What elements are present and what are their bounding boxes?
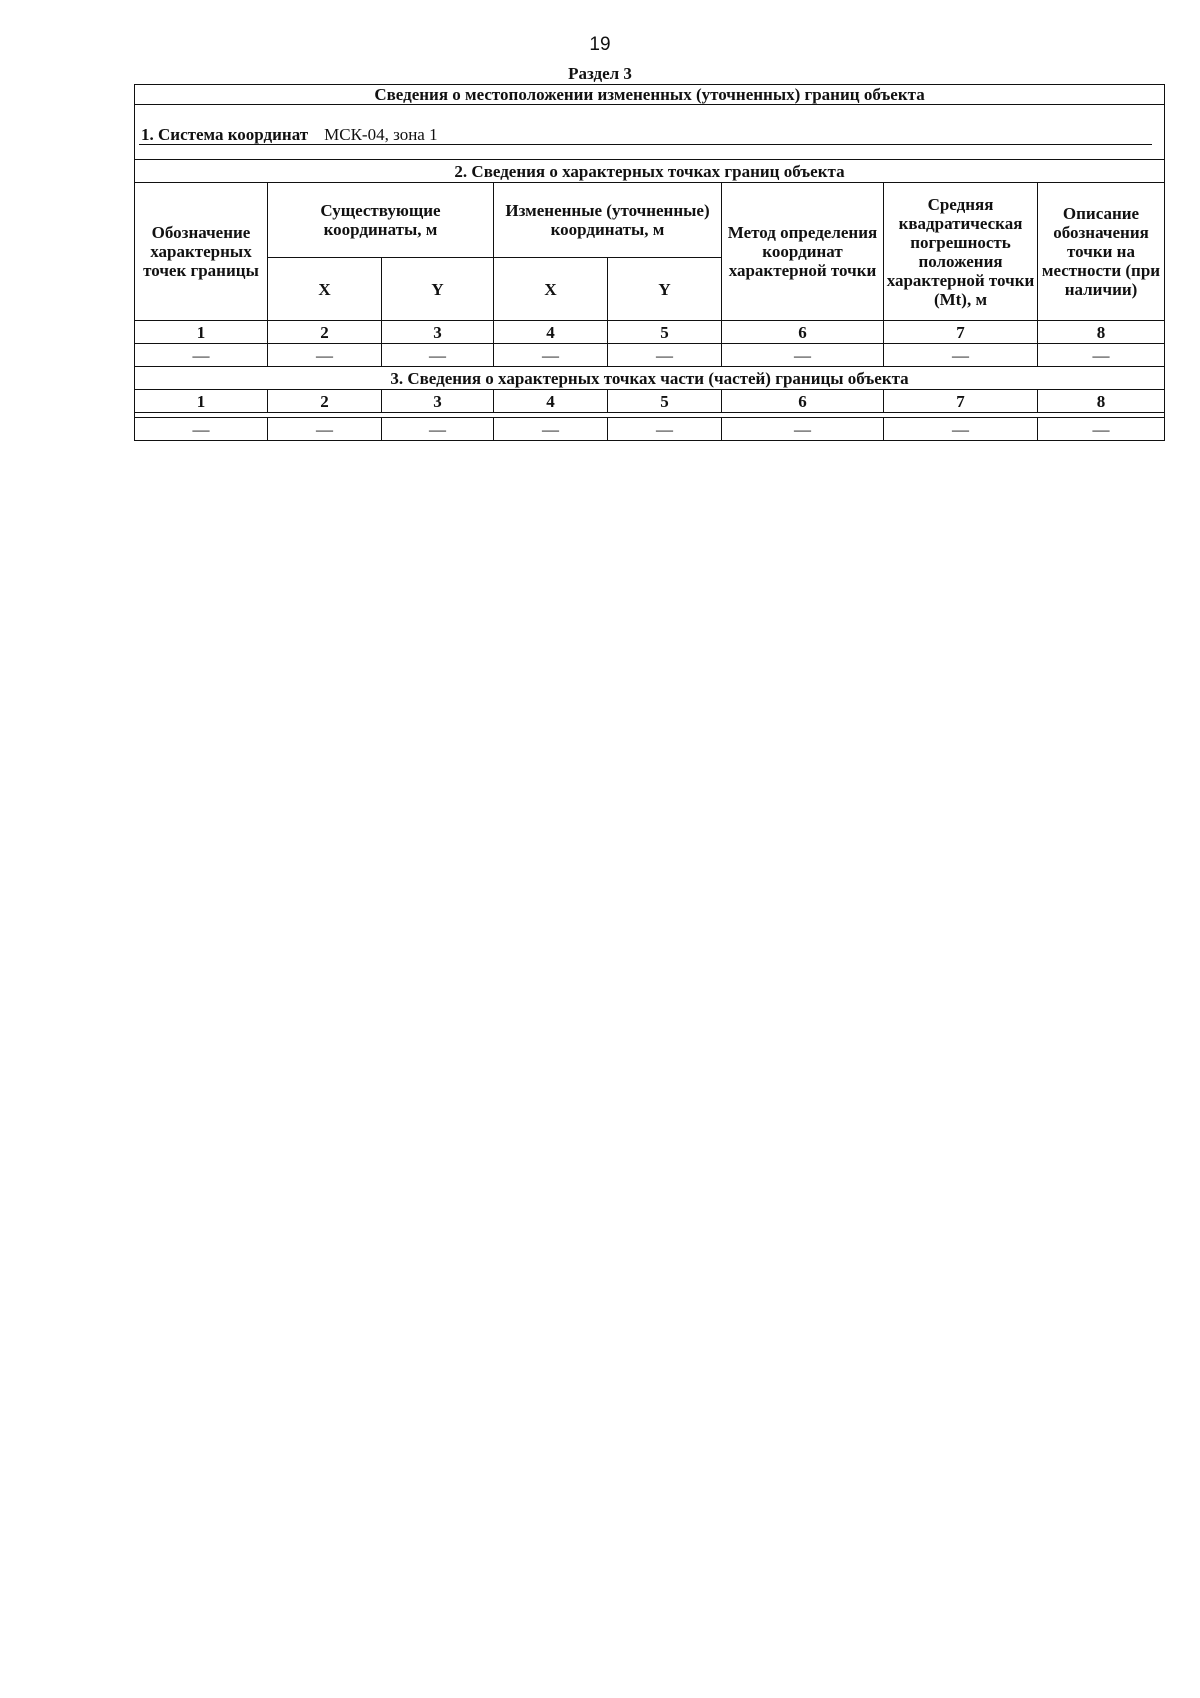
column-number: 4 <box>494 390 608 413</box>
column-number: 6 <box>722 321 884 344</box>
column-number: 5 <box>608 390 722 413</box>
table3-empty-row <box>135 418 1165 441</box>
header-changed-x: X <box>494 258 608 321</box>
column-number: 8 <box>1038 321 1165 344</box>
table2-empty-row <box>135 344 1165 367</box>
empty-cell: — <box>268 344 382 367</box>
header-description: Описание обозначения точки на местности (при наличии) <box>1038 183 1165 321</box>
empty-cell: — <box>722 344 884 367</box>
section-title: Раздел 3 <box>568 64 632 83</box>
header-changed-coordinates: Измененные (уточненные) координаты, м <box>494 183 722 258</box>
table3-column-numbers <box>135 390 1165 413</box>
column-number: 2 <box>268 321 382 344</box>
table2-column-numbers <box>135 321 1165 344</box>
header-existing-x: X <box>268 258 382 321</box>
empty-cell: — <box>884 418 1038 441</box>
column-number: 1 <box>135 321 268 344</box>
empty-cell: — <box>494 418 608 441</box>
table2-heading: 2. Сведения о характерных точках границ объекта <box>135 160 1165 183</box>
main-heading: Сведения о местоположении измененных (уточненных) границ объекта <box>135 85 1165 105</box>
empty-cell: — <box>608 418 722 441</box>
empty-cell: — <box>382 418 494 441</box>
header-changed-y: Y <box>608 258 722 321</box>
empty-cell: — <box>494 344 608 367</box>
coordinate-system-row <box>135 105 1165 160</box>
empty-cell: — <box>722 418 884 441</box>
table3-heading: 3. Сведения о характерных точках части (частей) границы объекта <box>135 367 1165 390</box>
empty-cell: — <box>1038 418 1165 441</box>
header-existing-coordinates: Существующие координаты, м <box>268 183 494 258</box>
header-mean-error: Средняя квадратическая погрешность положения характерной точки (Mt), м <box>884 183 1038 321</box>
empty-cell: — <box>268 418 382 441</box>
column-number: 1 <box>135 390 268 413</box>
empty-cell: — <box>382 344 494 367</box>
column-number: 5 <box>608 321 722 344</box>
empty-cell: — <box>135 418 268 441</box>
coordinate-system-label: 1. Система координат <box>141 124 309 144</box>
empty-cell: — <box>884 344 1038 367</box>
coordinate-system-value: МСК-04, зона 1 <box>324 124 438 144</box>
boundary-table <box>134 84 1165 441</box>
column-number: 7 <box>884 321 1038 344</box>
header-existing-y: Y <box>382 258 494 321</box>
column-number: 3 <box>382 321 494 344</box>
column-number: 3 <box>382 390 494 413</box>
empty-cell: — <box>135 344 268 367</box>
column-number: 6 <box>722 390 884 413</box>
column-number: 4 <box>494 321 608 344</box>
column-number: 7 <box>884 390 1038 413</box>
column-number: 2 <box>268 390 382 413</box>
page-number: 19 <box>589 34 611 55</box>
header-method: Метод определения координат характерной точки <box>722 183 884 321</box>
header-point-designation: Обозначение характерных точек границы <box>135 183 268 321</box>
empty-cell: — <box>608 344 722 367</box>
column-number: 8 <box>1038 390 1165 413</box>
empty-cell: — <box>1038 344 1165 367</box>
